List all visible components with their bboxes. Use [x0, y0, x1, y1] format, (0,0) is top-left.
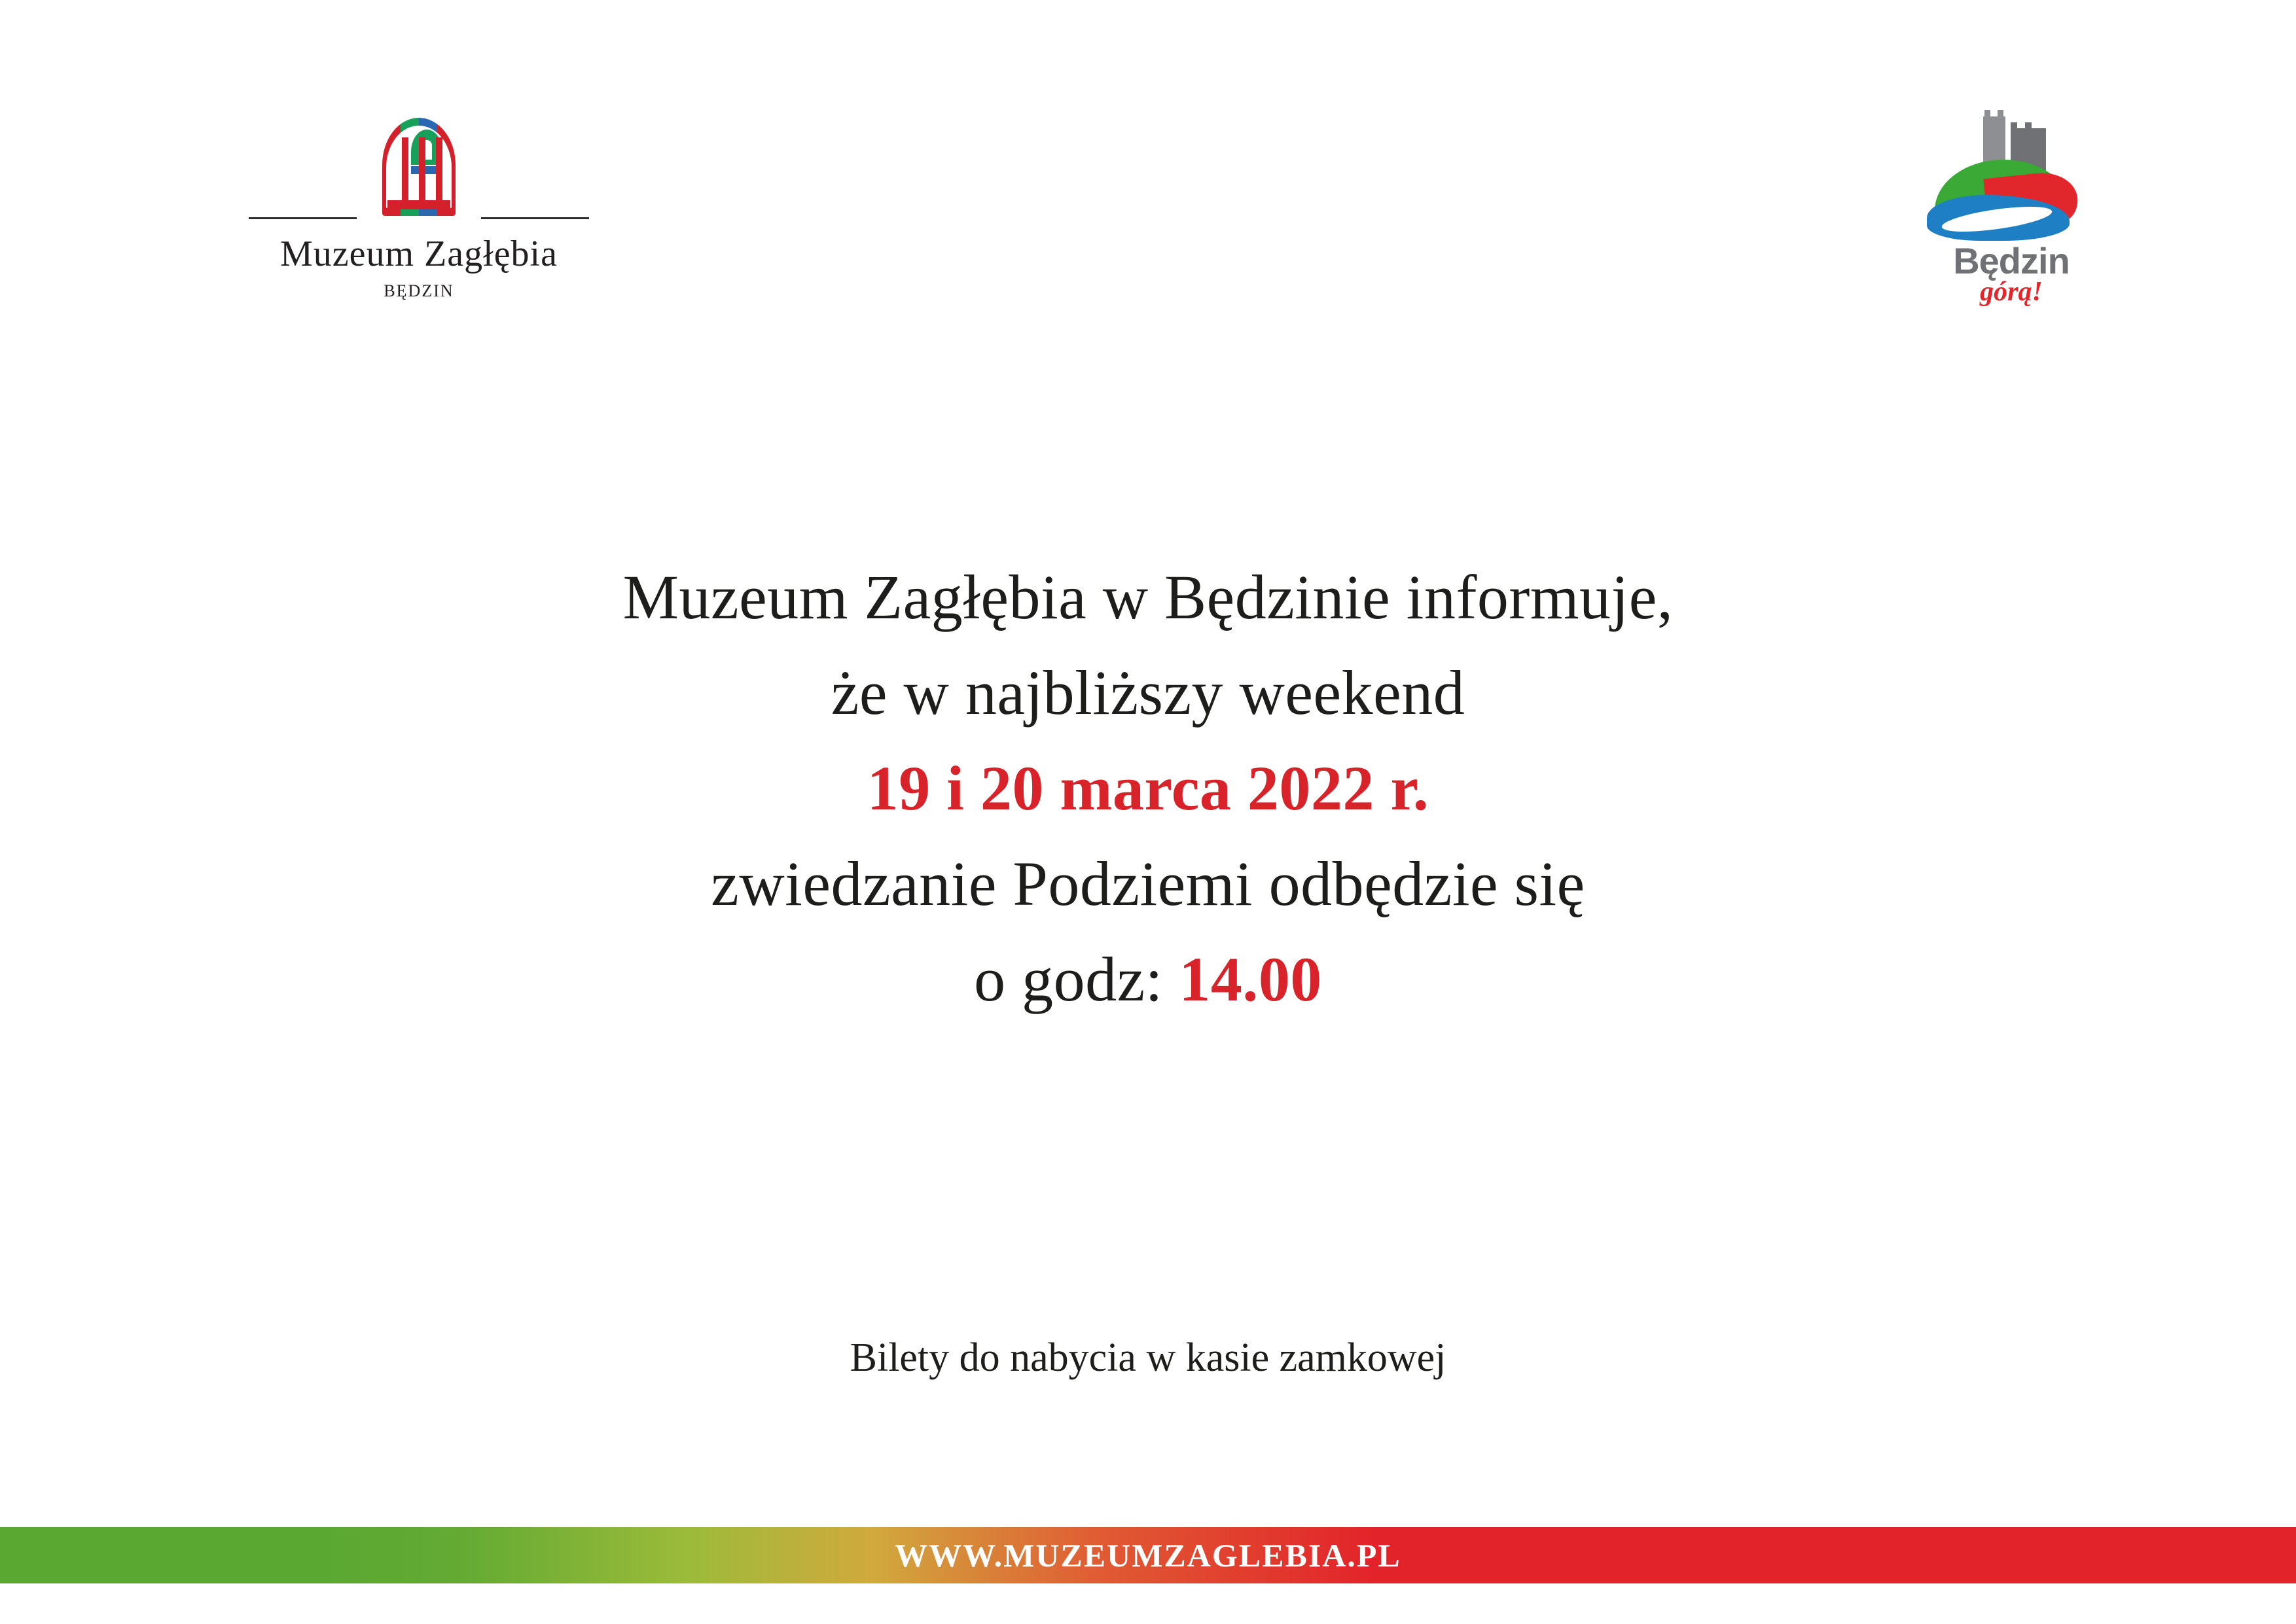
footer-gradient-bar — [0, 1527, 2296, 1583]
gothic-window-arch — [382, 118, 456, 216]
bedzin-wordmark: Będzin — [1953, 240, 2070, 281]
bedzin-slogan: górą! — [1980, 277, 2043, 307]
logo-rule-left — [249, 217, 357, 219]
announcement-line-1: Muzeum Zagłębia w Będzinie informuje, — [622, 562, 1674, 632]
museum-logo — [249, 118, 589, 314]
announcement-time-prefix: o godz: — [974, 944, 1179, 1014]
announcement-line-2: że w najbliższy weekend — [831, 657, 1465, 728]
tickets-note: Bilety do nabycia w kasie zamkowej — [850, 1335, 1446, 1380]
gothic-window-icon — [360, 118, 478, 232]
footer-website-url[interactable]: WWW.MUZEUMZAGLEBIA.PL — [895, 1537, 1401, 1574]
arch-base — [387, 200, 450, 209]
museum-logo-name: Muzeum Zagłębia — [280, 234, 558, 274]
arch-mullion — [436, 137, 442, 200]
arch-mullion — [402, 137, 408, 200]
logo-rule-right — [481, 217, 589, 219]
announcement-time-row — [0, 932, 2296, 1027]
announcement-line-4: zwiedzanie Podziemi odbędzie się — [711, 848, 1585, 919]
museum-logo-city: BĘDZIN — [384, 281, 454, 300]
announcement-time-value: 14.00 — [1179, 944, 1322, 1014]
announcement-block — [0, 550, 2296, 1027]
announcement-date: 19 i 20 marca 2022 r. — [867, 752, 1429, 823]
bedzin-city-logo — [1923, 111, 2100, 308]
arch-mullion — [419, 137, 425, 200]
